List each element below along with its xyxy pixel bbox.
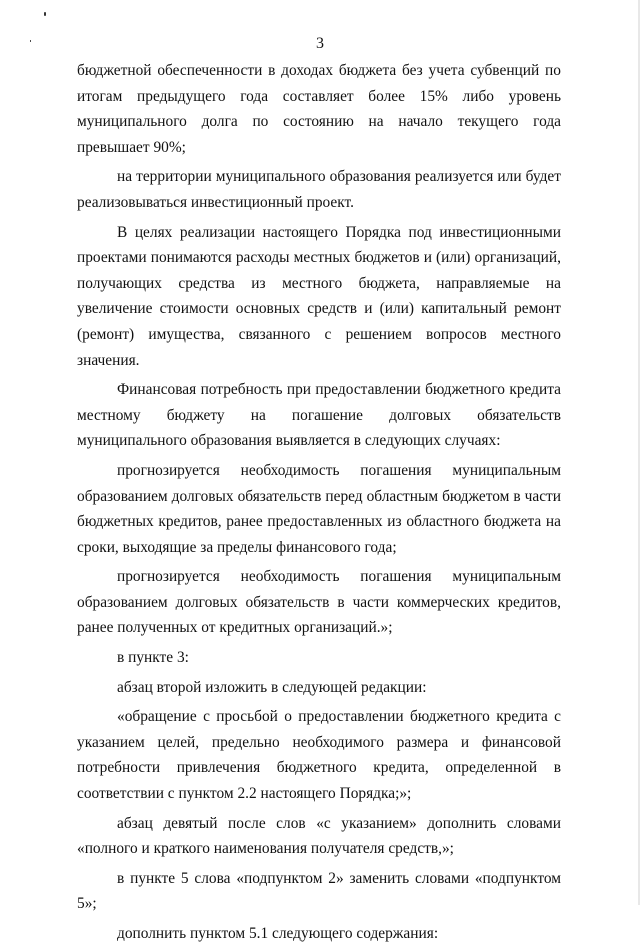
paragraph: абзац девятый после слов «с указанием» дополнить словами «полного и краткого наименования получателя средств,»; <box>77 814 561 858</box>
paragraph: на территории муниципального образования реализуется или будет реализовываться инвестиционный проект. <box>77 168 561 211</box>
body-text <box>77 58 561 947</box>
page-number: 3 <box>316 35 324 52</box>
paragraph: прогнозируется необходимость погашения муниципальным образованием долговых обязательств в части коммерческих кредитов, ранее полученных от кредитных организаций.»; <box>77 568 561 637</box>
paragraph: прогнозируется необходимость погашения муниципальным образованием долговых обязательств перед областным бюджетом в части бюджетных кредитов, ранее предоставленных из областного бюджета на сроки, выходящие за пределы финансового года; <box>77 461 561 556</box>
paragraph: дополнить пунктом 5.1 следующего содержания: <box>117 925 439 942</box>
paragraph: в пункте 3: <box>117 649 189 667</box>
paragraph: бюджетной обеспеченности в доходах бюджета без учета субвенций по итогам предыдущего года составляет более 15% либо уровень муниципального долга по состоянию на начало текущего года превышает 90%; <box>77 62 561 156</box>
paragraph: Финансовая потребность при предоставлении бюджетного кредита местному бюджету на погашение долговых обязательств муниципального образования выявляется в следующих случаях: <box>77 381 561 450</box>
paragraph: абзац второй изложить в следующей редакции: <box>117 678 427 696</box>
scan-speck <box>44 12 46 16</box>
paragraph: В целях реализации настоящего Порядка под инвестиционными проектами понимаются расходы местных бюджетов и (или) организаций, получающих средства из местного бюджета, направляемые на увеличение стоимости основных средств и (или) капитальный ремонт (ремонт) имущества, связанного с решением вопросов местного значения. <box>77 223 561 369</box>
paragraph: «обращение с просьбой о предоставлении бюджетного кредита с указанием целей, предельно необходимого размера и финансовой потребности привлечения бюджетного кредита, определенной в соответствии с пунктом 2.2 настоящего Порядка;»; <box>77 708 561 803</box>
paragraph: в пункте 5 слова «подпунктом 2» заменить словами «подпунктом 5»; <box>77 869 561 913</box>
